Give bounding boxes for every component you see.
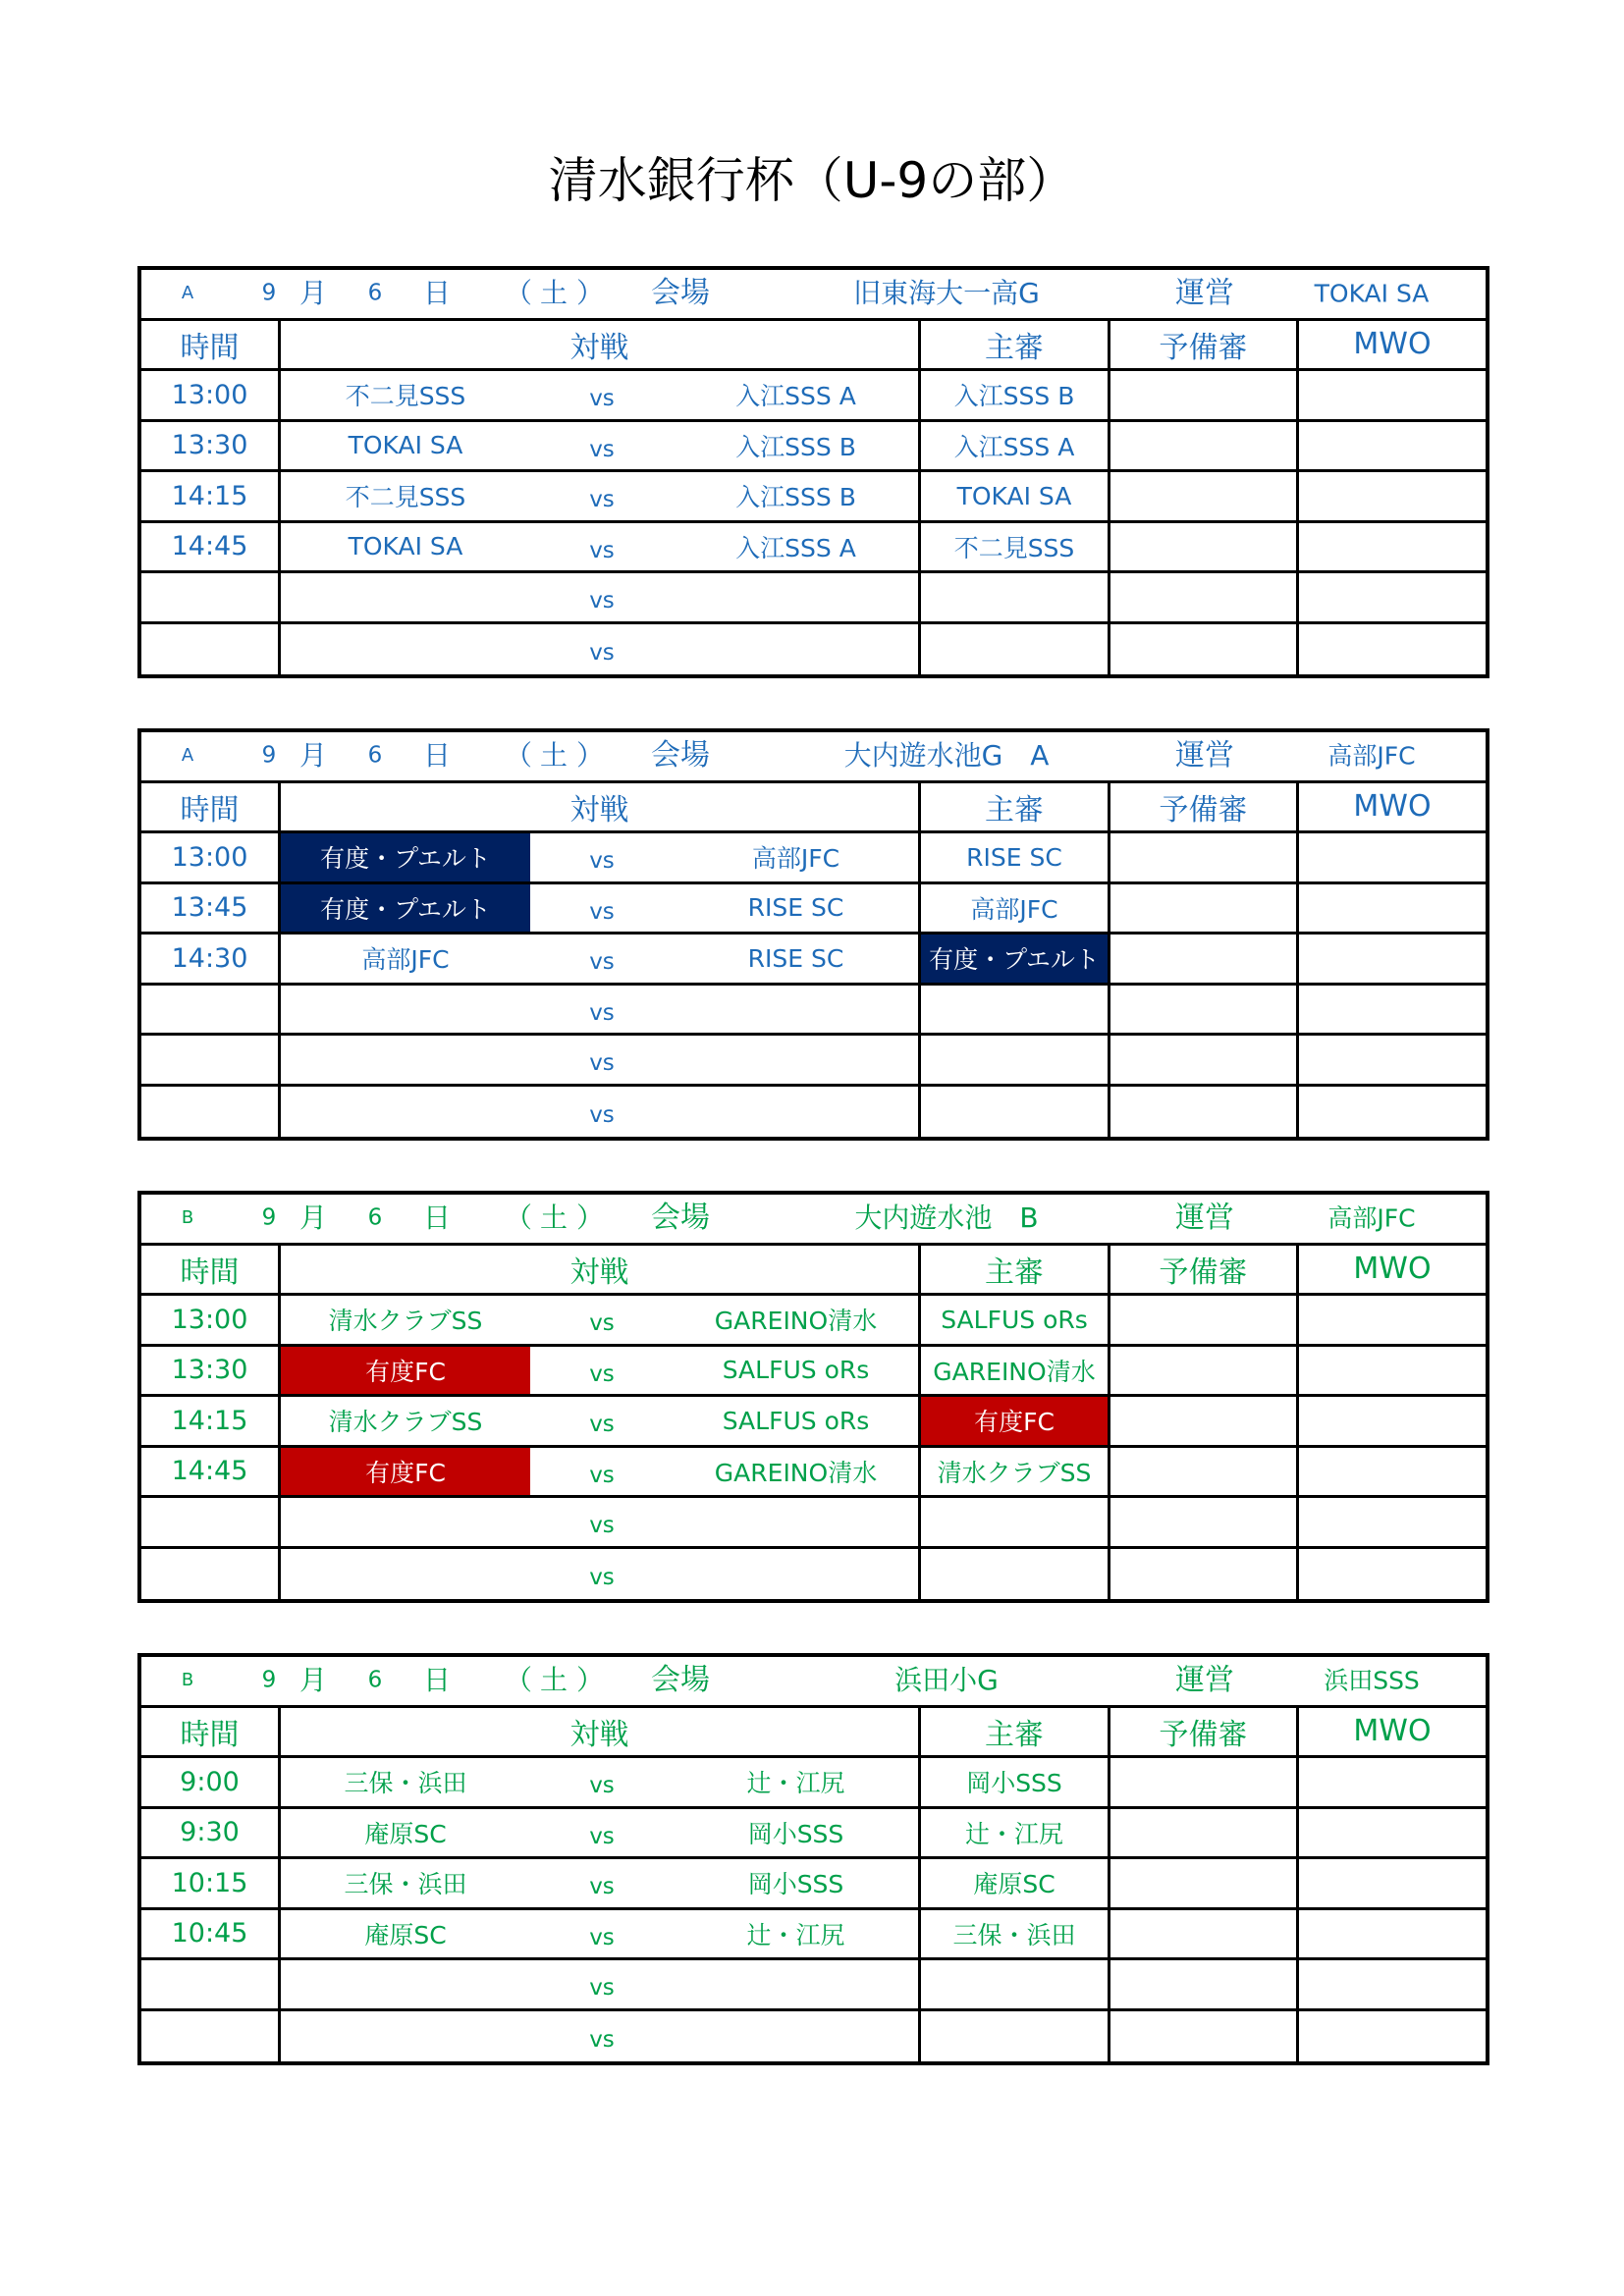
mwo [1299,1910,1486,1961]
vs-label: vs [530,573,674,624]
venue-label: 会場 [651,1201,710,1236]
schedule-header [141,270,1486,321]
operator-name: 高部JFC [1327,741,1416,771]
reserve-referee [1110,986,1299,1037]
schedule-header [141,1195,1486,1246]
mwo [1299,934,1486,986]
referee: TOKAI SA [921,472,1110,523]
away-team: 入江SSS B [674,472,921,523]
home-team [281,1549,530,1600]
col-header-referee: 主審 [921,1708,1110,1759]
reserve-referee [1110,884,1299,935]
referee: 庵原SC [921,1859,1110,1910]
mwo [1299,1397,1486,1448]
mwo [1299,1347,1486,1398]
operator-label: 運営 [1175,738,1234,774]
away-team [674,1549,921,1600]
vs-label: vs [530,472,674,523]
day-label: 日 [422,1664,452,1697]
reserve-referee [1110,1397,1299,1448]
schedule-table [137,266,1489,678]
mwo [1299,422,1486,473]
vs-label: vs [530,1036,674,1087]
mwo [1299,371,1486,422]
reserve-referee [1110,1960,1299,2011]
reserve-referee [1110,472,1299,523]
home-team [281,624,530,675]
reserve-referee [1110,523,1299,574]
reserve-referee [1110,624,1299,675]
referee: RISE SC [921,833,1110,884]
referee [921,1960,1110,2011]
referee [921,2011,1110,2062]
home-team: 有度・プエルト [281,833,530,884]
vs-label: vs [530,986,674,1037]
mwo [1299,1960,1486,2011]
schedule-header [141,732,1486,783]
vs-label: vs [530,1758,674,1809]
away-team [674,2011,921,2062]
match-time [141,1036,281,1087]
away-team: 入江SSS A [674,371,921,422]
col-header-mwo: MWO [1299,1246,1486,1297]
away-team: GAREINO清水 [674,1296,921,1347]
referee: 三保・浜田 [921,1910,1110,1961]
home-team [281,2011,530,2062]
mwo [1299,573,1486,624]
weekday-label: 土 [539,1201,568,1235]
reserve-referee [1110,1448,1299,1499]
venue-name: 浜田小G [894,1664,999,1697]
schedule-table [137,728,1489,1141]
vs-label: vs [530,1859,674,1910]
mwo [1299,1296,1486,1347]
open-paren: （ [504,277,533,310]
vs-label: vs [589,1102,615,1129]
group-label: B [181,1207,194,1229]
reserve-referee [1110,1296,1299,1347]
reserve-referee [1110,573,1299,624]
col-header-mwo: MWO [1299,321,1486,372]
weekday-label: 土 [539,739,568,773]
mwo [1299,1549,1486,1600]
venue-label: 会場 [651,738,710,774]
col-header-reserve: 予備審 [1110,1246,1299,1297]
referee: 清水クラブSS [921,1448,1110,1499]
venue-label: 会場 [651,276,710,311]
match-time [141,1549,281,1600]
venue-name: 大内遊水池G A [843,739,1050,773]
day-value: 6 [367,280,383,306]
referee [921,1087,1110,1138]
col-header-referee: 主審 [921,783,1110,834]
vs-label: vs [530,1397,674,1448]
vs-label: vs [530,523,674,574]
col-header-referee: 主審 [921,1246,1110,1297]
venue-name: 大内遊水池 B [854,1201,1039,1235]
schedule-table [137,1653,1489,2065]
reserve-referee [1110,1758,1299,1809]
day-label: 日 [422,739,452,773]
vs-label: vs [530,422,674,473]
month-value: 9 [261,742,277,769]
mwo [1299,986,1486,1037]
operator-label: 運営 [1175,1663,1234,1698]
close-paren: ） [575,277,605,310]
match-time [141,986,281,1037]
month-value: 9 [261,280,277,306]
reserve-referee [1110,2011,1299,2062]
match-time: 14:15 [141,472,281,523]
match-time [141,2011,281,2062]
month-label: 月 [298,1664,328,1697]
mwo [1299,624,1486,675]
mwo [1299,833,1486,884]
day-label: 日 [422,1201,452,1235]
operator-name: 高部JFC [1327,1203,1416,1233]
away-team: 辻・江尻 [674,1910,921,1961]
mwo [1299,472,1486,523]
match-time: 13:45 [141,884,281,935]
match-time: 14:30 [141,934,281,986]
referee: 不二見SSS [921,523,1110,574]
col-header-match: 対戦 [281,321,921,372]
operator-label: 運営 [1175,276,1234,311]
vs-label: vs [530,1448,674,1499]
away-team [674,573,921,624]
home-team [281,1498,530,1549]
away-team [674,1036,921,1087]
month-label: 月 [298,277,328,310]
col-header-reserve: 予備審 [1110,1708,1299,1759]
away-team: 入江SSS A [674,523,921,574]
home-team [281,986,530,1037]
home-team: 有度・プエルト [281,884,530,935]
schedule-table [137,1191,1489,1603]
reserve-referee [1110,1347,1299,1398]
month-value: 9 [261,1204,277,1231]
reserve-referee [1110,1087,1299,1138]
group-label: A [181,283,194,304]
operator-name: 浜田SSS [1324,1666,1420,1695]
vs-label: vs [589,640,615,667]
reserve-referee [1110,1859,1299,1910]
mwo [1299,2011,1486,2062]
home-team: 三保・浜田 [281,1859,530,1910]
close-paren: ） [575,739,605,773]
away-team [674,1960,921,2011]
home-team: TOKAI SA [281,422,530,473]
home-team: 不二見SSS [281,472,530,523]
open-paren: （ [504,1201,533,1235]
col-header-mwo: MWO [1299,783,1486,834]
weekday-label: 土 [539,1664,568,1697]
referee [921,1549,1110,1600]
home-team: 有度FC [281,1347,530,1398]
mwo [1299,1758,1486,1809]
reserve-referee [1110,1809,1299,1860]
vs-label: vs [530,884,674,935]
col-header-referee: 主審 [921,321,1110,372]
reserve-referee [1110,1036,1299,1087]
referee: 有度FC [921,1397,1110,1448]
day-value: 6 [367,1204,383,1231]
match-time: 14:15 [141,1397,281,1448]
away-team: 入江SSS B [674,422,921,473]
day-value: 6 [367,742,383,769]
away-team [674,624,921,675]
vs-label: vs [589,2027,615,2054]
referee [921,1498,1110,1549]
group-label: A [181,745,194,767]
mwo [1299,1448,1486,1499]
vs-label: vs [589,1565,615,1591]
home-team: 庵原SC [281,1910,530,1961]
col-header-time: 時間 [141,1246,281,1297]
vs-label: vs [530,1809,674,1860]
close-paren: ） [575,1201,605,1235]
match-time [141,1960,281,2011]
vs-label: vs [530,833,674,884]
away-team: RISE SC [674,884,921,935]
away-team [674,1087,921,1138]
away-team: 辻・江尻 [674,1758,921,1809]
match-time: 13:00 [141,833,281,884]
match-time [141,624,281,675]
referee: SALFUS oRs [921,1296,1110,1347]
reserve-referee [1110,422,1299,473]
away-team: 高部JFC [674,833,921,884]
schedule-header [141,1657,1486,1708]
col-header-reserve: 予備審 [1110,783,1299,834]
home-team: TOKAI SA [281,523,530,574]
col-header-mwo: MWO [1299,1708,1486,1759]
col-header-time: 時間 [141,1708,281,1759]
away-team [674,1498,921,1549]
home-team: 不二見SSS [281,371,530,422]
referee [921,624,1110,675]
home-team: 有度FC [281,1448,530,1499]
match-time: 9:00 [141,1758,281,1809]
match-time: 14:45 [141,523,281,574]
reserve-referee [1110,1910,1299,1961]
match-time: 14:45 [141,1448,281,1499]
away-team: 岡小SSS [674,1809,921,1860]
col-header-match: 対戦 [281,783,921,834]
weekday-label: 土 [539,277,568,310]
home-team: 清水クラブSS [281,1296,530,1347]
match-time: 10:45 [141,1910,281,1961]
vs-label: vs [530,1296,674,1347]
vs-label: vs [530,934,674,986]
venue-label: 会場 [651,1663,710,1698]
match-time: 13:30 [141,1347,281,1398]
day-value: 6 [367,1667,383,1693]
referee [921,986,1110,1037]
mwo [1299,1498,1486,1549]
match-time: 10:15 [141,1859,281,1910]
reserve-referee [1110,833,1299,884]
reserve-referee [1110,371,1299,422]
home-team [281,1036,530,1087]
col-header-time: 時間 [141,321,281,372]
referee: 入江SSS B [921,371,1110,422]
referee: 岡小SSS [921,1758,1110,1809]
day-label: 日 [422,277,452,310]
mwo [1299,1087,1486,1138]
mwo [1299,1859,1486,1910]
reserve-referee [1110,934,1299,986]
referee: 有度・プエルト [921,934,1110,986]
referee: 辻・江尻 [921,1809,1110,1860]
home-team: 清水クラブSS [281,1397,530,1448]
match-time [141,1498,281,1549]
match-time: 9:30 [141,1809,281,1860]
match-time: 13:00 [141,371,281,422]
page-title: 清水銀行杯（U-9の部） [548,152,1076,209]
home-team [281,1960,530,2011]
reserve-referee [1110,1498,1299,1549]
away-team: SALFUS oRs [674,1397,921,1448]
mwo [1299,523,1486,574]
home-team: 高部JFC [281,934,530,986]
away-team: GAREINO清水 [674,1448,921,1499]
vs-label: vs [530,1910,674,1961]
referee: GAREINO清水 [921,1347,1110,1398]
month-value: 9 [261,1667,277,1693]
referee: 高部JFC [921,884,1110,935]
mwo [1299,1036,1486,1087]
match-time [141,573,281,624]
away-team: SALFUS oRs [674,1347,921,1398]
away-team [674,986,921,1037]
vs-label: vs [530,1960,674,2011]
away-team: RISE SC [674,934,921,986]
month-label: 月 [298,739,328,773]
referee [921,1036,1110,1087]
match-time [141,1087,281,1138]
operator-label: 運営 [1175,1201,1234,1236]
match-time: 13:30 [141,422,281,473]
vs-label: vs [530,371,674,422]
home-team: 三保・浜田 [281,1758,530,1809]
referee [921,573,1110,624]
home-team [281,573,530,624]
col-header-match: 対戦 [281,1708,921,1759]
reserve-referee [1110,1549,1299,1600]
mwo [1299,884,1486,935]
match-time: 13:00 [141,1296,281,1347]
operator-name: TOKAI SA [1314,279,1430,308]
col-header-reserve: 予備審 [1110,321,1299,372]
month-label: 月 [298,1201,328,1235]
home-team [281,1087,530,1138]
venue-name: 旧東海大一高G [853,277,1040,310]
mwo [1299,1809,1486,1860]
away-team: 岡小SSS [674,1859,921,1910]
open-paren: （ [504,739,533,773]
col-header-time: 時間 [141,783,281,834]
col-header-match: 対戦 [281,1246,921,1297]
vs-label: vs [530,1498,674,1549]
home-team: 庵原SC [281,1809,530,1860]
vs-label: vs [530,1347,674,1398]
close-paren: ） [575,1664,605,1697]
open-paren: （ [504,1664,533,1697]
referee: 入江SSS A [921,422,1110,473]
group-label: B [181,1670,194,1691]
